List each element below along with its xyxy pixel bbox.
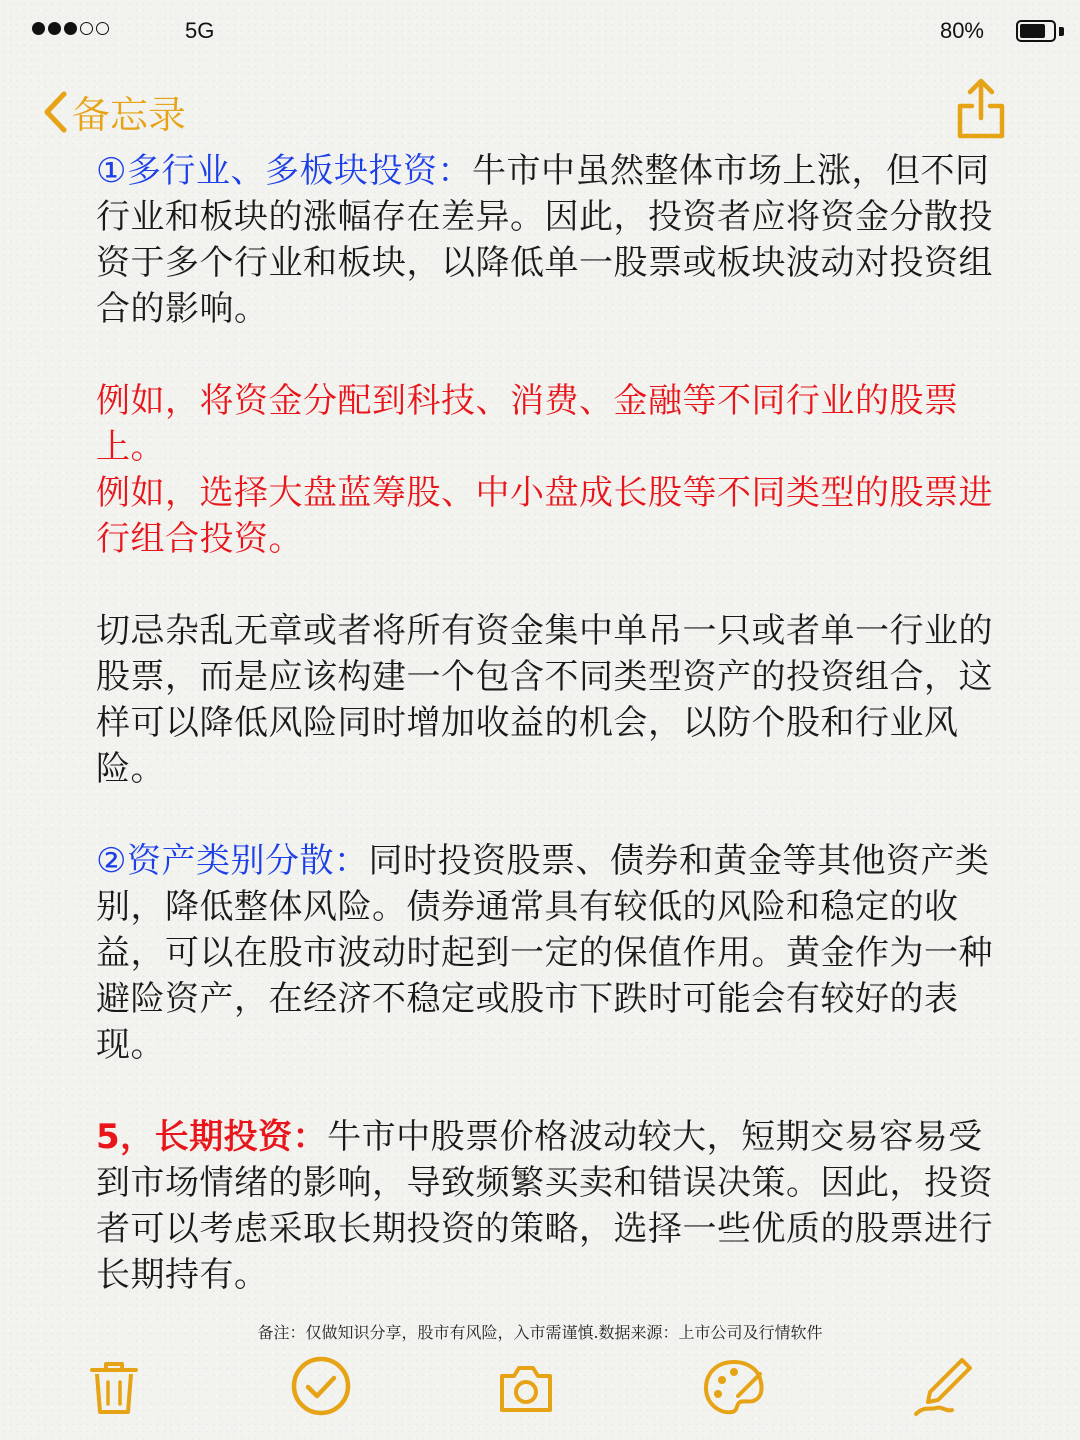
signal-strength-icon <box>32 22 109 35</box>
status-bar <box>0 0 1080 66</box>
share-icon[interactable] <box>954 78 1008 142</box>
paragraph-long-term <box>96 1114 996 1298</box>
paragraph-warning: 切忌杂乱无章或者将所有资金集中单吊一只或者单一行业的股票，而是应该构建一个包含不同类型资产的投资组合，这样可以降低风险同时增加收益的机会，以防个股和行业风险。 <box>96 611 993 789</box>
heading-asset-class: ②资产类别分散： <box>96 841 369 881</box>
checklist-icon[interactable] <box>286 1352 358 1424</box>
trash-icon[interactable] <box>78 1352 150 1424</box>
disclaimer: 备注：仅做知识分享，股市有风险，入市需谨慎.数据来源：上市公司及行情软件 <box>257 1323 823 1342</box>
battery-tip <box>1059 27 1064 36</box>
paragraph-asset-class <box>96 838 996 1068</box>
example-industries: 例如，将资金分配到科技、消费、金融等不同行业的股票上。 <box>96 381 959 467</box>
text-multi-industry: 牛市中虽然整体市场上涨，但不同行业和板块的涨幅存在差异。因此，投资者应将资金分散投资于多个行业和板块，以降低单一股票或板块波动对投资组合的影响。 <box>96 151 993 329</box>
bottom-toolbar <box>0 1352 1080 1424</box>
chevron-left-icon <box>42 90 68 134</box>
text-long-term: 牛市中股票价格波动较大，短期交易容易受到市场情绪的影响，导致频繁买卖和错误决策。因此，投资者可以考虑采取长期投资的策略，选择一些优质的股票进行长期持有。 <box>96 1117 993 1295</box>
example-stock-types: 例如，选择大盘蓝筹股、中小盘成长股等不同类型的股票进行组合投资。 <box>96 473 993 559</box>
heading-long-term: 5，长期投资： <box>96 1117 328 1157</box>
paragraph-multi-industry <box>96 148 996 332</box>
palette-icon[interactable] <box>698 1352 770 1424</box>
note-body[interactable] <box>96 148 996 1298</box>
battery-icon <box>1016 20 1056 42</box>
pen-icon[interactable] <box>906 1352 978 1424</box>
network-type: 5G <box>185 18 215 43</box>
text-asset-class: 同时投资股票、债券和黄金等其他资产类别，降低整体风险。债券通常具有较低的风险和稳定的收益，可以在股市波动时起到一定的保值作用。黄金作为一种避险资产，在经济不稳定或股市下跌时可能会有较好的表现。 <box>96 841 993 1065</box>
back-label: 备忘录 <box>72 93 187 137</box>
back-button[interactable] <box>42 84 186 139</box>
heading-multi-industry: ①多行业、多板块投资： <box>96 151 472 191</box>
battery-percent: 80% <box>939 18 984 43</box>
camera-icon[interactable] <box>490 1352 562 1424</box>
